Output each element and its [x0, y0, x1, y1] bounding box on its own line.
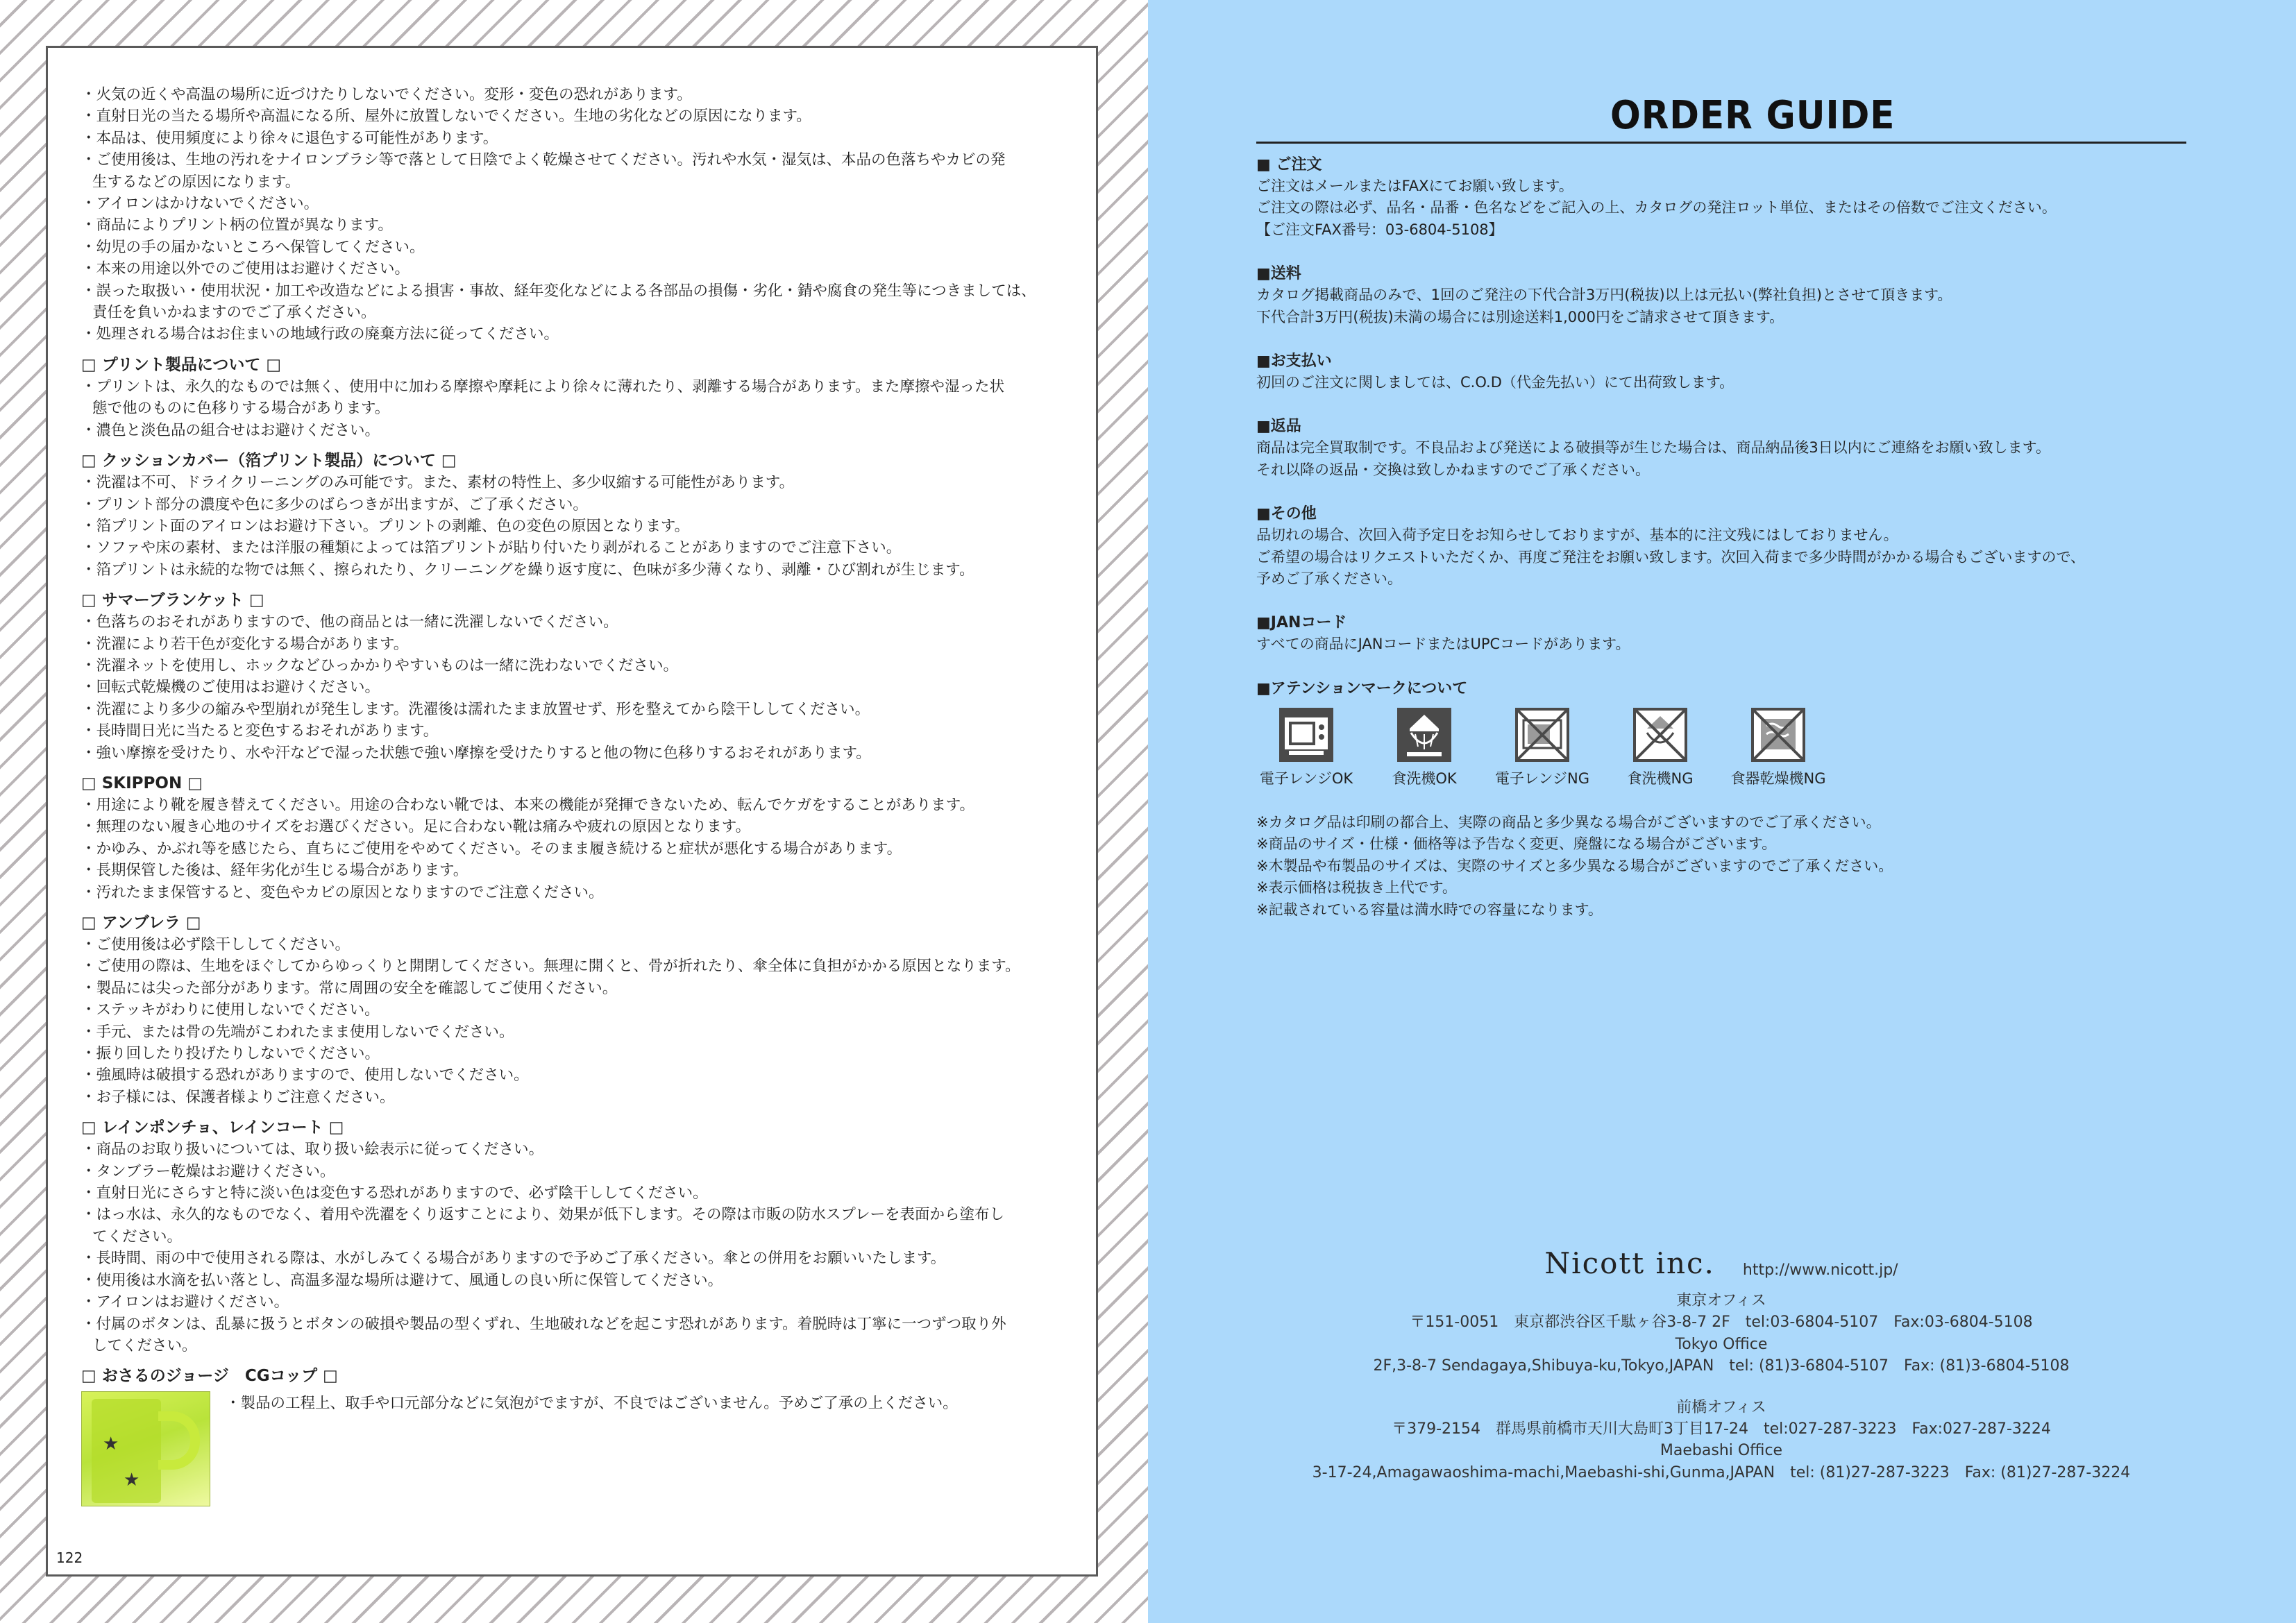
care-line: ・本品は、使用頻度により徐々に退色する可能性があります。	[81, 129, 498, 147]
right-page	[1148, 0, 2296, 1623]
section-title: □ クッションカバー（箔プリント製品）について □	[81, 452, 457, 470]
dish-dryer-ng-icon	[1751, 708, 1805, 762]
microwave-ok-icon	[1279, 708, 1333, 762]
title-divider	[1256, 142, 2186, 144]
general-care-list	[81, 84, 1074, 346]
care-line: ・かゆみ、かぶれ等を感じたら、直ちにご使用をやめてください。そのまま履き続けると症状が悪化する場合があります。	[81, 840, 902, 858]
catalog-note: ※カタログ品は印刷の都合上、実際の商品と多少異なる場合がございますのでご了承ください。	[1256, 813, 1881, 831]
care-line: ・濃色と淡色品の組合せはお避けください。	[81, 421, 380, 439]
maebashi-office-en-label: Maebashi Office	[1660, 1442, 1783, 1460]
care-line: ・直射日光にさらすと特に淡い色は変色する恐れがありますので、必ず陰干ししてください。	[81, 1184, 708, 1203]
icon-caption: 食器乾燥機NG	[1730, 770, 1826, 787]
care-line: ・アイロンはお避けください。	[81, 1293, 289, 1311]
care-line: ・お子様には、保護者様よりご注意ください。	[81, 1088, 395, 1106]
icon-caption: 電子レンジOK	[1259, 770, 1353, 787]
care-instructions-content	[81, 84, 1074, 1513]
care-line: ・火気の近くや高温の場所に近づけたりしないでください。変形・変色の恐れがあります。	[81, 86, 692, 103]
icon-caption: 食洗機NG	[1627, 770, 1694, 787]
icon-caption: 電子レンジNG	[1495, 770, 1589, 787]
care-line: ・汚れたまま保管すると、変色やカビの原因となりますのでご注意ください。	[81, 883, 604, 901]
care-line: ・手元、または骨の先端がこわれたまま使用しないでください。	[81, 1023, 514, 1041]
icon-item-dishwasher-ok	[1374, 708, 1474, 788]
icon-item-microwave-ng	[1492, 708, 1592, 788]
cg-cup-row	[81, 1391, 1074, 1513]
order-guide-heading: ■ ご注文	[1256, 156, 1322, 173]
cg-cup-photo	[81, 1391, 210, 1506]
care-line: ・回転式乾燥機のご使用はお避けください。	[81, 679, 380, 697]
order-guide-line: それ以降の返品・交換は致しかねますのでご了承ください。	[1256, 461, 1650, 478]
tokyo-office-en-label: Tokyo Office	[1675, 1335, 1768, 1353]
care-line: ・箔プリント面のアイロンはお避け下さい。プリントの剥離、色の変色の原因となります。	[81, 517, 690, 535]
care-line: ・強風時は破損する恐れがありますので、使用しないでください。	[81, 1067, 529, 1085]
order-guide-line: 商品は完全買取制です。不良品および発送による破損等が生じた場合は、商品納品後3日以内にご連絡をお願い致します。	[1256, 439, 2050, 457]
care-line: ・商品によりプリント柄の位置が異なります。	[81, 216, 393, 235]
care-line: ・洗濯により若干色が変化する場合があります。	[81, 635, 409, 653]
care-line: ・ステッキがわりに使用しないでください。	[81, 1001, 380, 1019]
care-line: ・無理のない履き心地のサイズをお選びください。足に合わない靴は痛みや疲れの原因となります。	[81, 818, 751, 836]
star-icon: ★	[124, 1470, 140, 1491]
order-guide-heading: ■その他	[1256, 505, 1317, 523]
tokyo-office-jp-label: 東京オフィス	[1676, 1292, 1766, 1309]
care-line: ・洗濯ネットを使用し、ホックなどひっかかりやすいものは一緒に洗わないでください。	[81, 656, 679, 674]
tokyo-office-jp-address: 〒151-0051 東京都渋谷区千駄ヶ谷3-8-7 2F tel:03-6804-5107 Fax:03-6804-5108	[1410, 1314, 2033, 1332]
care-line: ・ソファや床の素材、または洋服の種類によっては箔プリントが貼り付いたり剥がれることがありますのでご注意下さい。	[81, 539, 902, 557]
icon-item-dish-dryer-ng	[1728, 708, 1828, 788]
order-guide-title: ORDER GUIDE	[1610, 93, 1896, 138]
tokyo-office-en-address: 2F,3-8-7 Sendagaya,Shibuya-ku,Tokyo,JAPAN tel: (81)3-6804-5107 Fax: (81)3-6804-5108	[1373, 1357, 2070, 1375]
order-guide-line: カタログ掲載商品のみで、1回のご発注の下代合計3万円(税抜)以上は元払い(弊社負担)とさせて頂きます。	[1256, 287, 1952, 304]
company-name: Nicott inc.	[1544, 1246, 1715, 1280]
care-line: ・タンブラー乾燥はお避けください。	[81, 1162, 335, 1180]
catalog-note: ※表示価格は税抜き上代です。	[1256, 879, 1457, 897]
section-title: □ プリント製品について □	[81, 355, 282, 374]
order-guide-line: ご希望の場合はリクエストいただくか、再度ご発注をお願い致します。次回入荷まで多少時間がかかる場合もございますので、	[1256, 548, 2086, 566]
care-line: 責任を負いかねますのでご了承ください。	[92, 304, 376, 322]
care-line: ・長時間日光に当たると変色するおそれがあります。	[81, 722, 439, 740]
care-line: ・用途により靴を履き替えてください。用途の合わない靴では、本来の機能が発揮できないため、転んでケガをすることがあります。	[81, 796, 974, 814]
dishwasher-ok-icon	[1397, 708, 1451, 762]
care-line: ・製品には尖った部分があります。常に周囲の安全を確認してご使用ください。	[81, 979, 618, 997]
maebashi-office-jp-label: 前橋オフィス	[1676, 1398, 1766, 1416]
care-line: ・ご使用後は、生地の汚れをナイロンブラシ等で落として日陰でよく乾燥させてください。汚れや水気・湿気は、本品の色落ちやカビの発	[81, 151, 1006, 169]
care-line: ・ご使用の際は、生地をほぐしてからゆっくりと開閉してください。無理に開くと、骨が折れたり、傘全体に負担がかかる原因となります。	[81, 958, 1020, 976]
care-line: してください。	[92, 1336, 197, 1354]
care-line: ・洗濯により多少の縮みや型崩れが発生します。洗濯後は濡れたまま放置せず、形を整えてから陰干ししてください。	[81, 700, 870, 718]
care-line: ・はっ水は、永久的なものでなく、着用や洗濯をくり返すことにより、効果が低下します。その際は市販の防水スプレーを表面から塗布し	[81, 1206, 1004, 1224]
maebashi-office-jp-address: 〒379-2154 群馬県前橋市天川大島町3丁目17-24 tel:027-287-3223 Fax:027-287-3224	[1392, 1420, 2051, 1438]
care-line: ・誤った取扱い・使用状況・加工や改造などによる損害・事故、経年変化などによる各部品の損傷・劣化・錆や腐食の発生等につきましては、	[81, 282, 1036, 300]
maebashi-office-en-address: 3-17-24,Amagawaoshima-machi,Maebashi-shi,Gunma,JAPAN tel: (81)27-287-3223 Fax: (81)27-287-3224	[1312, 1463, 2131, 1481]
catalog-notes	[1256, 812, 2186, 921]
care-line: ・使用後は水滴を払い落とし、高温多湿な場所は避けて、風通しの良い所に保管してください。	[81, 1271, 723, 1289]
cup-handle-shape	[158, 1411, 200, 1470]
care-line: ・箔プリントは永続的な物では無く、擦られたり、クリーニングを繰り返す度に、色味が多少薄くなり、剥離・ひび割れが生じます。	[81, 561, 974, 579]
care-line: ・ご使用後は必ず陰干ししてください。	[81, 936, 351, 953]
care-line: ・プリントは、永久的なものでは無く、使用中に加わる摩擦や摩耗により徐々に薄れたり、剥離する場合があります。また摩擦や湿った状	[81, 377, 1004, 396]
section-title: □ SKIPPON □	[81, 774, 203, 792]
care-line: ・振り回したり投げたりしないでください。	[81, 1045, 380, 1063]
order-guide-heading: ■返品	[1256, 418, 1301, 436]
catalog-note: ※木製品や布製品のサイズは、実際のサイズと多少異なる場合がございますのでご了承ください。	[1256, 857, 1893, 874]
care-line: ・直射日光の当たる場所や高温になる所、屋外に放置しないでください。生地の劣化などの原因になります。	[81, 108, 811, 126]
order-guide-heading: ■送料	[1256, 265, 1301, 283]
section-title: □ レインポンチョ、レインコート □	[81, 1119, 344, 1137]
icon-caption: 食洗機OK	[1392, 770, 1457, 787]
icon-item-microwave-ok	[1256, 708, 1356, 788]
order-guide-line: 品切れの場合、次回入荷予定日をお知らせしておりますが、基本的に注文残にはしておりません。	[1256, 527, 1898, 544]
care-line: ・商品のお取り扱いについては、取り扱い絵表示に従ってください。	[81, 1141, 544, 1159]
order-guide-line: 【ご注文FAX番号：03-6804-5108】	[1256, 221, 1503, 238]
page-number: 122	[56, 1549, 83, 1566]
care-line: ・長期保管した後は、経年劣化が生じる場合があります。	[81, 862, 469, 880]
care-instructions-box	[46, 46, 1098, 1577]
product-sections	[81, 354, 1074, 1357]
section-title-cg-cup: □ おさるのジョージ CGコップ □	[81, 1367, 338, 1386]
order-guide-line: 初回のご注文に関しましては、C.O.D（代金先払い）にて出荷致します。	[1256, 374, 1734, 391]
icon-item-dishwasher-ng	[1610, 708, 1710, 788]
cg-cup-note: ・製品の工程上、取手や口元部分などに気泡がでますが、不良ではございません。予めご了承の上ください。	[226, 1395, 958, 1413]
order-guide-line: ご注文の際は必ず、品名・品番・色名などをご記入の上、カタログの発注ロット単位、またはその倍数でご注文ください。	[1256, 199, 2057, 216]
care-line: てください。	[92, 1227, 183, 1246]
order-guide-line: 下代合計3万円(税抜)未満の場合には別途送料1,000円をご請求させて頂きます。	[1256, 308, 1784, 325]
care-line: ・付属のボタンは、乱暴に扱うとボタンの破損や製品の型くずれ、生地破れなどを起こす恐れがあります。着脱時は丁寧に一つずつ取り外	[81, 1315, 1006, 1333]
star-icon: ★	[103, 1434, 119, 1455]
care-line: ・洗濯は不可、ドライクリーニングのみ可能です。また、素材の特性上、多少収縮する可能性があります。	[81, 474, 795, 492]
care-line: ・色落ちのおそれがありますので、他の商品とは一緒に洗濯しないでください。	[81, 613, 618, 631]
care-line: ・処理される場合はお住まいの地域行政の廃棄方法に従ってください。	[81, 325, 559, 343]
care-line: 態で他のものに色移りする場合があります。	[92, 400, 390, 418]
care-line: ・本来の用途以外でのご使用はお避けください。	[81, 260, 410, 278]
care-line: ・強い摩擦を受けたり、水や汗などで湿った状態で強い摩擦を受けたりすると他の物に色移りするおそれがあります。	[81, 744, 871, 762]
order-guide-sections	[1256, 154, 2186, 656]
dishwasher-ng-icon	[1633, 708, 1687, 762]
care-line: ・幼児の手の届かないところへ保管してください。	[81, 238, 425, 256]
attention-mark-heading: ■アテンションマークについて	[1256, 679, 1468, 697]
section-title: □ アンブレラ □	[81, 914, 201, 932]
order-guide-line: ご注文はメールまたはFAXにてお願い致します。	[1256, 178, 1573, 194]
care-line: 生するなどの原因になります。	[92, 173, 301, 191]
order-guide-heading: ■お支払い	[1256, 352, 1332, 371]
order-guide-content	[1256, 154, 2186, 921]
section-title: □ サマーブランケット □	[81, 591, 264, 610]
catalog-note: ※記載されている容量は満水時での容量になります。	[1256, 901, 1603, 918]
catalog-note: ※商品のサイズ・仕様・価格等は予告なく変更、廃盤になる場合がございます。	[1256, 835, 1777, 853]
order-guide-line: 予めご了承ください。	[1256, 570, 1402, 588]
order-guide-heading: ■JANコード	[1256, 614, 1347, 632]
order-guide-line: すべての商品にJANコードまたはUPCコードがあります。	[1256, 636, 1630, 653]
company-info	[1256, 1246, 2186, 1484]
care-line: ・アイロンはかけないでください。	[81, 195, 319, 213]
attention-icons	[1256, 708, 2186, 788]
care-line: ・長時間、雨の中で使用される際は、水がしみてくる場合がありますので予めご了承ください。傘との併用をお願いいたします。	[81, 1250, 946, 1268]
care-line: ・プリント部分の濃度や色に多少のばらつきが出ますが、ご了承ください。	[81, 495, 588, 513]
company-url[interactable]: http://www.nicott.jp/	[1742, 1261, 1898, 1279]
microwave-ng-icon	[1515, 708, 1569, 762]
